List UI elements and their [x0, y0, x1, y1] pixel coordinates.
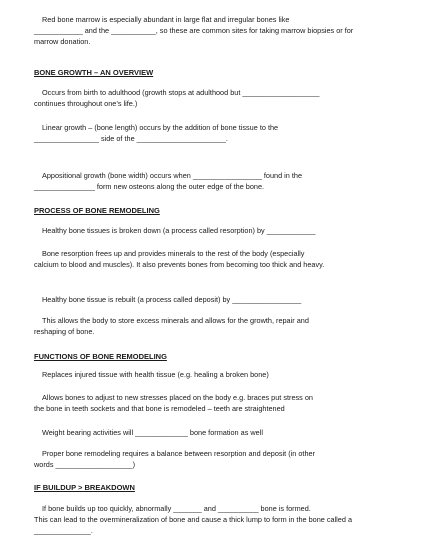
- paragraph-first-line: Appositional growth (bone width) occurs when _________________ found in the: [42, 171, 303, 180]
- paragraph-first-line: Linear growth – (bone length) occurs by the addition of bone tissue to the: [42, 123, 279, 132]
- section-heading: BONE GROWTH – AN OVERVIEW: [34, 68, 154, 77]
- paragraph-first-line: Proper bone remodeling requires a balance between resorption and deposit (in other: [42, 449, 315, 458]
- paragraph: [34, 369, 366, 380]
- paragraph-continuation: This can lead to the overmineralization of bone and cause a thick lump to form in the bone called a ______________.: [34, 515, 353, 535]
- paragraph-first-line: Healthy bone tissues is broken down (a process called resorption) by ____________: [42, 226, 316, 235]
- section-heading: IF BUILDUP > BREAKDOWN: [34, 483, 135, 492]
- paragraph: [34, 315, 366, 337]
- paragraph: [34, 170, 366, 192]
- paragraph: [34, 122, 366, 144]
- paragraph: [34, 225, 366, 236]
- paragraph-first-line: If bone builds up too quickly, abnormally _______ and __________ bone is formed.: [42, 504, 311, 513]
- paragraph: [34, 87, 366, 109]
- paragraph-continuation: _______________ form new osteons along the outer edge of the bone.: [34, 182, 265, 191]
- paragraph: [34, 248, 366, 270]
- paragraph-continuation: reshaping of bone.: [34, 327, 95, 336]
- paragraph-first-line: Healthy bone tissue is rebuilt (a process called deposit) by _________________: [42, 295, 302, 304]
- paragraph-first-line: Occurs from birth to adulthood (growth stops at adulthood but ___________________: [42, 88, 320, 97]
- paragraph-continuation: continues throughout one’s life.): [34, 99, 138, 108]
- paragraph: [34, 294, 366, 305]
- paragraph-first-line: This allows the body to store excess minerals and allows for the growth, repair and: [42, 316, 309, 325]
- paragraph-continuation: ________________ side of the ______________________.: [34, 134, 228, 143]
- paragraph-continuation: calcium to blood and muscles). It also prevents bones from becoming too thick and heavy.: [34, 260, 325, 269]
- paragraph: [34, 427, 366, 438]
- paragraph-first-line: Red bone marrow is especially abundant in large flat and irregular bones like: [42, 15, 290, 24]
- paragraph-first-line: Weight bearing activities will _____________ bone formation as well: [42, 428, 263, 437]
- paragraph: [34, 503, 366, 536]
- paragraph-continuation: ____________ and the ___________, so these are common sites for taking marrow biopsies or for marrow donation.: [34, 26, 354, 46]
- paragraph-continuation: words ___________________): [34, 460, 136, 469]
- paragraph-first-line: Replaces injured tissue with health tissue (e.g. healing a broken bone): [42, 370, 269, 379]
- paragraph: [34, 14, 366, 47]
- paragraph: [34, 392, 366, 414]
- paragraph-first-line: Allows bones to adjust to new stresses placed on the body e.g. braces put stress on: [42, 393, 313, 402]
- paragraph-continuation: the bone in teeth sockets and that bone is remodeled – teeth are straightened: [34, 404, 285, 413]
- section-heading: PROCESS OF BONE REMODELING: [34, 206, 160, 215]
- paragraph-first-line: Bone resorption frees up and provides minerals to the rest of the body (especially: [42, 249, 305, 258]
- paragraph: [34, 448, 366, 470]
- section-heading: FUNCTIONS OF BONE REMODELING: [34, 352, 167, 361]
